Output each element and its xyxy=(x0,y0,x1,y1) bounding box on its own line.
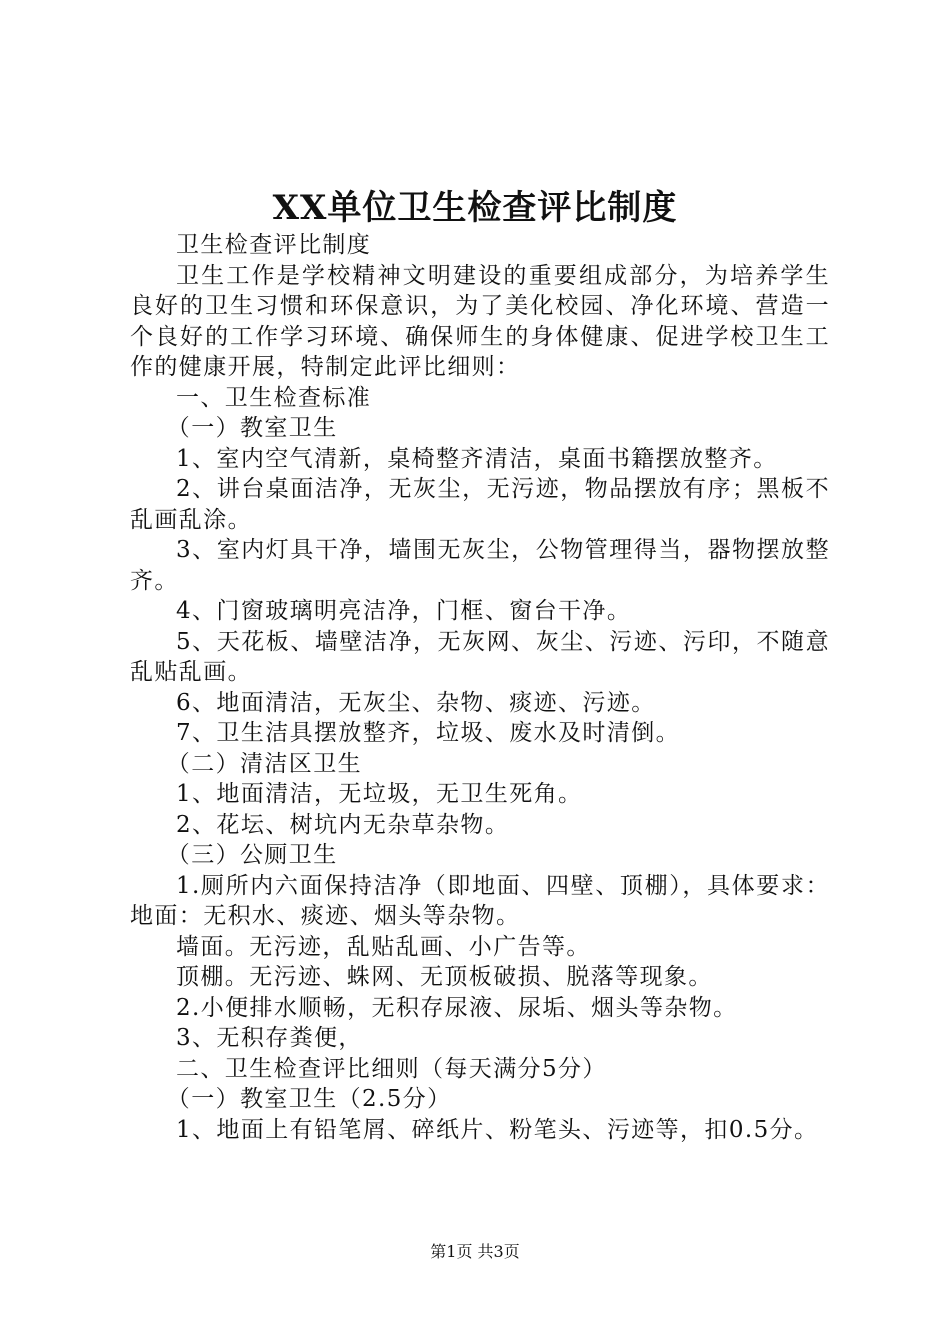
page-footer: 第1页 共3页 xyxy=(430,1242,520,1261)
list-item: 2、讲台桌面洁净，无灰尘，无污迹，物品摆放有序；黑板不乱画乱涂。 xyxy=(130,476,830,533)
document-body xyxy=(130,230,830,1145)
subsection-heading: （一）教室卫生（2.5分） xyxy=(166,1086,452,1112)
list-item: 1.厕所内六面保持洁净（即地面、四壁、顶棚），具体要求：地面：无积水、痰迹、烟头等杂物。 xyxy=(130,872,830,929)
section-heading: 二、卫生检查评比细则（每天满分5分） xyxy=(176,1055,607,1082)
section-heading: 一、卫生检查标准 xyxy=(176,384,372,411)
list-item: 3、无积存粪便， xyxy=(176,1025,363,1051)
list-item: 7、卫生洁具摆放整齐，垃圾、废水及时清倒。 xyxy=(176,720,681,746)
list-item: 1、地面上有铅笔屑、碎纸片、粉笔头、污迹等，扣0.5分。 xyxy=(176,1116,819,1143)
subsection-heading: （一）教室卫生 xyxy=(166,415,338,441)
list-item: 顶棚。无污迹、蛛网、无顶板破损、脱落等现象。 xyxy=(176,964,713,990)
list-item: 3、室内灯具干净，墙围无灰尘，公物管理得当，器物摆放整齐。 xyxy=(130,537,830,594)
list-item: 2、花坛、树坑内无杂草杂物。 xyxy=(176,811,510,838)
list-item: 1、地面清洁，无垃圾，无卫生死角。 xyxy=(176,781,583,807)
list-item: 4、门窗玻璃明亮洁净，门框、窗台干净。 xyxy=(176,598,632,624)
list-item: 6、地面清洁，无灰尘、杂物、痰迹、污迹。 xyxy=(176,689,656,716)
document-title: XX单位卫生检查评比制度 xyxy=(272,188,678,228)
list-item: 5、天花板、墙壁洁净，无灰网、灰尘、污迹、污印，不随意乱贴乱画。 xyxy=(130,628,830,685)
paragraph: 卫生工作是学校精神文明建设的重要组成部分，为培养学生良好的卫生习惯和环保意识，为了美化校园、净化环境、营造一个良好的工作学习环境、确保师生的身体健康、促进学校卫生工作的健康开展，特制定此评比细则： xyxy=(130,262,830,380)
subsection-heading: （三）公厕卫生 xyxy=(166,842,338,868)
paragraph: 卫生检查评比制度 xyxy=(176,232,372,258)
list-item: 墙面。无污迹，乱贴乱画、小广告等。 xyxy=(176,933,591,960)
list-item: 1、室内空气清新，桌椅整齐清洁，桌面书籍摆放整齐。 xyxy=(176,445,778,472)
subsection-heading: （二）清洁区卫生 xyxy=(166,750,362,777)
list-item: 2.小便排水顺畅，无积存尿液、尿垢、烟头等杂物。 xyxy=(176,994,738,1021)
